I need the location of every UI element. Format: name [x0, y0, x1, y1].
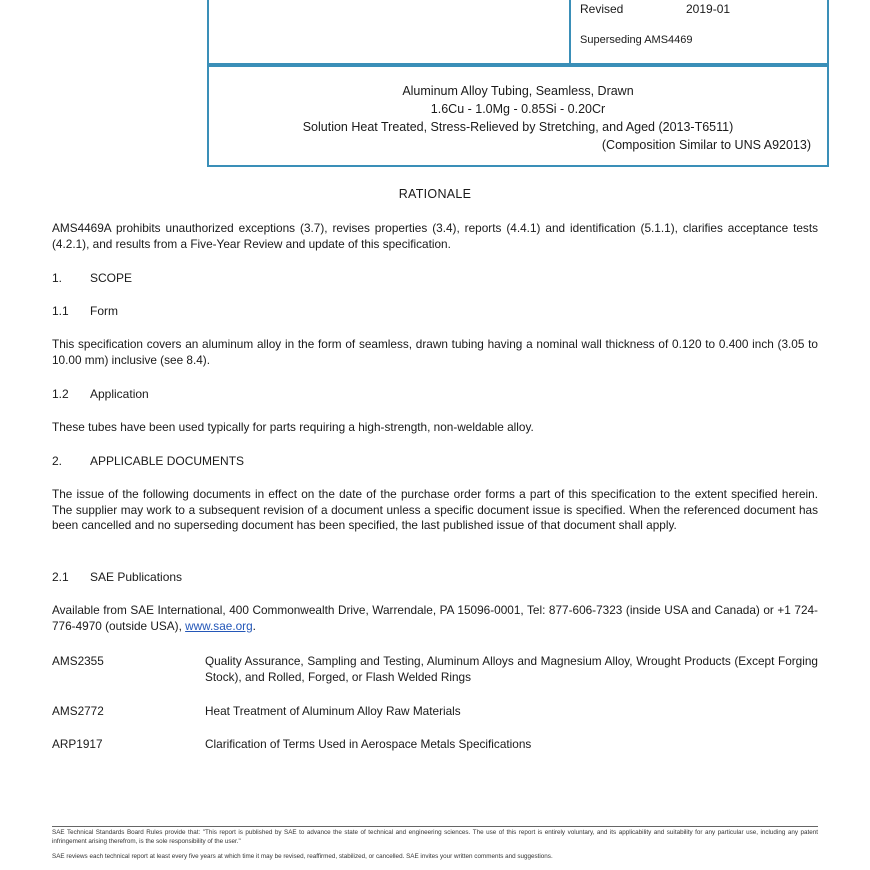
section-2-heading [52, 454, 244, 468]
section-title: SCOPE [90, 271, 133, 285]
section-2-1-heading [52, 570, 182, 584]
section-1-1-text: This specification covers an aluminum alloy in the form of seamless, drawn tubing having a nominal wall thickness of 0.120 to 0.400 inch (3.05 to 10.00 mm) inclusive (see 8.4). [52, 337, 818, 367]
section-1-1-heading [52, 304, 118, 318]
reference-description: Heat Treatment of Aluminum Alloy Raw Materials [205, 704, 461, 718]
section-number: 1.2 [52, 387, 69, 401]
section-1-heading [52, 271, 132, 285]
section-number: 1. [52, 271, 63, 285]
footer-disclaimer: SAE Technical Standards Board Rules provide that: "This report is published by SAE to advance the state of technical and engineering sciences. The use of this report is entirely voluntary, and its applicability and suitability for any particular use, including any patent infringement arising therefrom, is the sole responsibility of the user." [52, 829, 818, 845]
section-2-1-text [52, 603, 818, 634]
header-box-top [207, 0, 829, 65]
section-1-2-heading [52, 387, 149, 401]
revised-label: Revised [580, 2, 624, 16]
title-line-1: Aluminum Alloy Tubing, Seamless, Drawn [402, 84, 634, 98]
reference-code: AMS2772 [52, 704, 104, 718]
title-line-4: (Composition Similar to UNS A92013) [601, 138, 811, 152]
section-2-text: The issue of the following documents in effect on the date of the purchase order forms a part of this specification to the extent specified herein. The supplier may work to a subsequent revision of a document unless a specific document issue is specified. When the referenced document has been cancelled and no superseding document has been specified, the last published issue of that document shall apply. [52, 487, 818, 532]
availability-text: Available from SAE International, 400 Commonwealth Drive, Warrendale, PA 15096-0001, Tel: 877-606-7323 (inside USA and Canada) or +1 724-776-4970 (outside USA), [52, 603, 818, 633]
reference-description: Clarification of Terms Used in Aerospace Metals Specifications [205, 737, 532, 751]
reference-description: Quality Assurance, Sampling and Testing, Aluminum Alloys and Magnesium Alloy, Wrought Products (Except Forging Stock), and Rolled, Forged, or Flash Welded Rings [205, 654, 818, 684]
title-line-2: 1.6Cu - 1.0Mg - 0.85Si - 0.20Cr [430, 102, 606, 116]
reference-code: AMS2355 [52, 654, 104, 668]
title-line-3: Solution Heat Treated, Stress-Relieved by Stretching, and Aged (2013-T6511) [302, 120, 734, 134]
section-title: Form [90, 304, 118, 318]
footer-divider [52, 826, 818, 827]
sae-website-link[interactable]: www.sae.org [185, 618, 253, 633]
section-title: SAE Publications [90, 570, 183, 584]
revised-date: 2019-01 [686, 2, 731, 16]
section-number: 2. [52, 454, 63, 468]
rationale-heading: RATIONALE [398, 187, 472, 201]
section-title: APPLICABLE DOCUMENTS [90, 454, 245, 468]
section-1-2-text: These tubes have been used typically for parts requiring a high-strength, non-weldable alloy. [52, 420, 534, 434]
footer-review-note: SAE reviews each technical report at least every five years at which time it may be revised, reaffirmed, stabilized, or cancelled. SAE invites your written comments and suggestions. [52, 853, 553, 860]
section-title: Application [90, 387, 149, 401]
supersedes-note: Superseding AMS4469 [580, 34, 693, 46]
section-number: 2.1 [52, 570, 69, 584]
sentence-end: . [252, 618, 256, 633]
section-number: 1.1 [52, 304, 69, 318]
header-divider [569, 0, 571, 64]
reference-code: ARP1917 [52, 737, 103, 751]
rationale-text: AMS4469A prohibits unauthorized exceptions (3.7), revises properties (3.4), reports (4.4.1) and identification (5.1.1), clarifies acceptance tests (4.2.1), and results from a Five-Year Review and update of this specification. [52, 221, 818, 251]
